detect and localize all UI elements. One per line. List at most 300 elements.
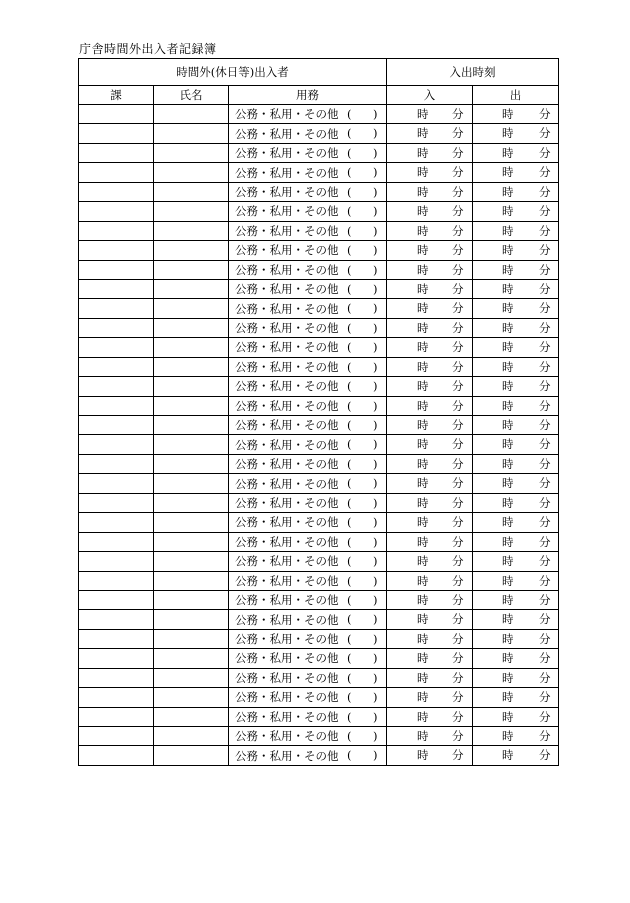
section-cell[interactable]	[79, 590, 154, 609]
purpose-options: 公務・私用・その他	[235, 204, 339, 219]
out-time-cell[interactable]	[473, 143, 559, 162]
purpose-cell[interactable]	[229, 357, 387, 376]
out-time-cell[interactable]	[473, 688, 559, 707]
purpose-cell[interactable]	[229, 241, 387, 260]
hour-label: 時	[417, 379, 429, 394]
minute-label: 分	[452, 398, 464, 413]
minute-label: 分	[452, 145, 464, 160]
hour-label: 時	[417, 554, 429, 569]
purpose-options: 公務・私用・その他	[235, 612, 339, 627]
section-cell[interactable]	[79, 318, 154, 337]
name-cell[interactable]	[154, 143, 229, 162]
purpose-cell[interactable]	[229, 610, 387, 629]
name-cell[interactable]	[154, 202, 229, 221]
name-cell[interactable]	[154, 688, 229, 707]
hour-label: 時	[502, 184, 514, 199]
out-time-cell[interactable]	[473, 260, 559, 279]
purpose-cell[interactable]	[229, 454, 387, 473]
paren-close: )	[373, 709, 378, 724]
purpose-cell[interactable]	[229, 221, 387, 240]
section-cell[interactable]	[79, 532, 154, 551]
minute-label: 分	[452, 690, 464, 705]
table-row	[79, 571, 559, 590]
minute-label: 分	[539, 690, 551, 705]
hour-label: 時	[502, 320, 514, 335]
hour-label: 時	[417, 709, 429, 724]
in-time-cell[interactable]	[387, 143, 473, 162]
in-time-cell[interactable]	[387, 221, 473, 240]
in-time-cell[interactable]	[387, 182, 473, 201]
section-cell[interactable]	[79, 338, 154, 357]
paren-open: (	[347, 418, 352, 432]
name-cell[interactable]	[154, 707, 229, 726]
name-cell[interactable]	[154, 649, 229, 668]
name-cell[interactable]	[154, 318, 229, 337]
out-time-cell[interactable]	[473, 435, 559, 454]
minute-label: 分	[452, 262, 464, 277]
header-in: 入	[387, 86, 473, 105]
out-time-cell[interactable]	[473, 299, 559, 318]
purpose-options: 公務・私用・その他	[235, 282, 339, 297]
purpose-cell[interactable]	[229, 552, 387, 571]
paren-close: )	[373, 359, 378, 374]
in-time-cell[interactable]	[387, 377, 473, 396]
minute-label: 分	[539, 126, 551, 141]
purpose-options: 公務・私用・その他	[235, 729, 339, 744]
hour-label: 時	[417, 320, 429, 335]
purpose-cell[interactable]	[229, 377, 387, 396]
name-cell[interactable]	[154, 746, 229, 765]
paren-open: (	[347, 631, 352, 646]
purpose-cell[interactable]	[229, 668, 387, 687]
minute-label: 分	[539, 554, 551, 569]
hour-label: 時	[502, 340, 514, 355]
hour-label: 時	[417, 126, 429, 141]
minute-label: 分	[452, 573, 464, 588]
paren-close: )	[373, 476, 378, 491]
paren-close: )	[373, 262, 378, 277]
in-time-cell[interactable]	[387, 202, 473, 221]
name-cell[interactable]	[154, 493, 229, 512]
out-time-cell[interactable]	[473, 474, 559, 493]
purpose-cell[interactable]	[229, 474, 387, 493]
hour-label: 時	[417, 456, 429, 471]
name-cell[interactable]	[154, 629, 229, 648]
header-section: 課	[79, 86, 154, 105]
header-out: 出	[473, 86, 559, 105]
purpose-cell[interactable]	[229, 571, 387, 590]
in-time-cell[interactable]	[387, 435, 473, 454]
section-cell[interactable]	[79, 202, 154, 221]
hour-label: 時	[502, 165, 514, 180]
group-header-row	[79, 59, 559, 86]
hour-label: 時	[417, 651, 429, 666]
purpose-options: 公務・私用・その他	[235, 126, 339, 141]
purpose-cell[interactable]	[229, 202, 387, 221]
name-cell[interactable]	[154, 241, 229, 260]
minute-label: 分	[452, 184, 464, 199]
purpose-cell[interactable]	[229, 299, 387, 318]
hour-label: 時	[417, 184, 429, 199]
name-cell[interactable]	[154, 396, 229, 415]
out-time-cell[interactable]	[473, 279, 559, 298]
purpose-cell[interactable]	[229, 318, 387, 337]
purpose-cell[interactable]	[229, 260, 387, 279]
out-time-cell[interactable]	[473, 163, 559, 182]
out-time-cell[interactable]	[473, 357, 559, 376]
minute-label: 分	[539, 281, 551, 296]
purpose-options: 公務・私用・その他	[235, 301, 339, 316]
minute-label: 分	[539, 651, 551, 666]
in-time-cell[interactable]	[387, 124, 473, 143]
minute-label: 分	[452, 476, 464, 491]
hour-label: 時	[417, 729, 429, 743]
section-cell[interactable]	[79, 124, 154, 143]
hour-label: 時	[417, 418, 429, 432]
hour-label: 時	[502, 554, 514, 569]
out-time-cell[interactable]	[473, 552, 559, 571]
name-cell[interactable]	[154, 532, 229, 551]
hour-label: 時	[502, 126, 514, 141]
minute-label: 分	[539, 495, 551, 510]
minute-label: 分	[539, 729, 551, 743]
in-time-cell[interactable]	[387, 590, 473, 609]
paren-open: (	[347, 554, 352, 569]
name-cell[interactable]	[154, 590, 229, 609]
out-time-cell[interactable]	[473, 377, 559, 396]
out-time-cell[interactable]	[473, 746, 559, 765]
section-cell[interactable]	[79, 629, 154, 648]
purpose-cell[interactable]	[229, 182, 387, 201]
in-time-cell[interactable]	[387, 241, 473, 260]
minute-label: 分	[539, 670, 551, 685]
purpose-cell[interactable]	[229, 513, 387, 532]
table-row	[79, 610, 559, 629]
section-cell[interactable]	[79, 357, 154, 376]
section-cell[interactable]	[79, 513, 154, 532]
paren-close: )	[373, 573, 378, 588]
minute-label: 分	[539, 534, 551, 549]
in-time-cell[interactable]	[387, 454, 473, 473]
purpose-options: 公務・私用・その他	[235, 748, 339, 763]
out-time-cell[interactable]	[473, 221, 559, 240]
table-row	[79, 338, 559, 357]
minute-label: 分	[539, 573, 551, 588]
in-time-cell[interactable]	[387, 493, 473, 512]
paren-open: (	[347, 456, 352, 471]
out-time-cell[interactable]	[473, 124, 559, 143]
minute-label: 分	[452, 554, 464, 569]
hour-label: 時	[502, 748, 514, 763]
in-time-cell[interactable]	[387, 318, 473, 337]
table-row	[79, 668, 559, 687]
name-cell[interactable]	[154, 279, 229, 298]
in-time-cell[interactable]	[387, 649, 473, 668]
in-time-cell[interactable]	[387, 357, 473, 376]
section-cell[interactable]	[79, 668, 154, 687]
section-cell[interactable]	[79, 688, 154, 707]
purpose-cell[interactable]	[229, 707, 387, 726]
in-time-cell[interactable]	[387, 688, 473, 707]
section-cell[interactable]	[79, 571, 154, 590]
purpose-cell[interactable]	[229, 105, 387, 124]
name-cell[interactable]	[154, 416, 229, 435]
table-row	[79, 590, 559, 609]
section-cell[interactable]	[79, 143, 154, 162]
hour-label: 時	[417, 631, 429, 646]
paren-open: (	[347, 476, 352, 491]
out-time-cell[interactable]	[473, 416, 559, 435]
minute-label: 分	[452, 204, 464, 219]
name-cell[interactable]	[154, 260, 229, 279]
section-cell[interactable]	[79, 727, 154, 746]
purpose-cell[interactable]	[229, 688, 387, 707]
minute-label: 分	[539, 709, 551, 724]
section-cell[interactable]	[79, 454, 154, 473]
paren-open: (	[347, 592, 352, 607]
name-cell[interactable]	[154, 221, 229, 240]
section-cell[interactable]	[79, 105, 154, 124]
in-time-cell[interactable]	[387, 474, 473, 493]
section-cell[interactable]	[79, 435, 154, 454]
purpose-cell[interactable]	[229, 629, 387, 648]
name-cell[interactable]	[154, 727, 229, 746]
purpose-cell[interactable]	[229, 727, 387, 746]
out-time-cell[interactable]	[473, 182, 559, 201]
out-time-cell[interactable]	[473, 649, 559, 668]
in-time-cell[interactable]	[387, 105, 473, 124]
table-row	[79, 746, 559, 765]
in-time-cell[interactable]	[387, 513, 473, 532]
in-time-cell[interactable]	[387, 746, 473, 765]
in-time-cell[interactable]	[387, 727, 473, 746]
header-persons: 時間外(休日等)出入者	[79, 59, 387, 86]
name-cell[interactable]	[154, 163, 229, 182]
name-cell[interactable]	[154, 571, 229, 590]
paren-open: (	[347, 340, 352, 355]
name-cell[interactable]	[154, 182, 229, 201]
table-row	[79, 727, 559, 746]
out-time-cell[interactable]	[473, 610, 559, 629]
name-cell[interactable]	[154, 377, 229, 396]
paren-open: (	[347, 437, 352, 452]
purpose-cell[interactable]	[229, 396, 387, 415]
name-cell[interactable]	[154, 513, 229, 532]
name-cell[interactable]	[154, 357, 229, 376]
table-row	[79, 202, 559, 221]
hour-label: 時	[502, 359, 514, 374]
minute-label: 分	[452, 281, 464, 296]
table-row	[79, 435, 559, 454]
minute-label: 分	[452, 631, 464, 646]
hour-label: 時	[502, 476, 514, 491]
entry-log-table	[78, 58, 559, 766]
hour-label: 時	[417, 690, 429, 705]
hour-label: 時	[502, 418, 514, 432]
paren-close: )	[373, 515, 378, 530]
paren-close: )	[373, 534, 378, 549]
out-time-cell[interactable]	[473, 241, 559, 260]
minute-label: 分	[539, 184, 551, 199]
purpose-cell[interactable]	[229, 279, 387, 298]
purpose-options: 公務・私用・その他	[235, 107, 339, 122]
in-time-cell[interactable]	[387, 416, 473, 435]
purpose-cell[interactable]	[229, 143, 387, 162]
section-cell[interactable]	[79, 746, 154, 765]
name-cell[interactable]	[154, 124, 229, 143]
section-cell[interactable]	[79, 163, 154, 182]
minute-label: 分	[539, 262, 551, 277]
table-body	[79, 105, 559, 766]
minute-label: 分	[539, 398, 551, 413]
paren-open: (	[347, 670, 352, 685]
in-time-cell[interactable]	[387, 279, 473, 298]
out-time-cell[interactable]	[473, 590, 559, 609]
minute-label: 分	[452, 709, 464, 724]
in-time-cell[interactable]	[387, 299, 473, 318]
purpose-options: 公務・私用・その他	[235, 593, 339, 608]
minute-label: 分	[539, 379, 551, 394]
out-time-cell[interactable]	[473, 571, 559, 590]
paren-open: (	[347, 281, 352, 296]
name-cell[interactable]	[154, 105, 229, 124]
in-time-cell[interactable]	[387, 707, 473, 726]
in-time-cell[interactable]	[387, 629, 473, 648]
minute-label: 分	[539, 107, 551, 121]
hour-label: 時	[502, 107, 514, 121]
name-cell[interactable]	[154, 668, 229, 687]
out-time-cell[interactable]	[473, 202, 559, 221]
purpose-cell[interactable]	[229, 532, 387, 551]
paren-open: (	[347, 534, 352, 549]
hour-label: 時	[417, 437, 429, 452]
section-cell[interactable]	[79, 182, 154, 201]
purpose-cell[interactable]	[229, 124, 387, 143]
section-cell[interactable]	[79, 649, 154, 668]
out-time-cell[interactable]	[473, 629, 559, 648]
purpose-cell[interactable]	[229, 590, 387, 609]
table-row	[79, 454, 559, 473]
in-time-cell[interactable]	[387, 532, 473, 551]
paren-open: (	[347, 243, 352, 258]
purpose-options: 公務・私用・その他	[235, 632, 339, 647]
hour-label: 時	[417, 670, 429, 685]
paren-open: (	[347, 729, 352, 743]
minute-label: 分	[539, 592, 551, 607]
out-time-cell[interactable]	[473, 707, 559, 726]
table-row	[79, 396, 559, 415]
hour-label: 時	[417, 476, 429, 491]
hour-label: 時	[417, 243, 429, 258]
in-time-cell[interactable]	[387, 338, 473, 357]
section-cell[interactable]	[79, 260, 154, 279]
purpose-cell[interactable]	[229, 649, 387, 668]
paren-close: )	[373, 204, 378, 219]
hour-label: 時	[417, 301, 429, 316]
purpose-options: 公務・私用・その他	[235, 398, 339, 413]
section-cell[interactable]	[79, 299, 154, 318]
out-time-cell[interactable]	[473, 318, 559, 337]
hour-label: 時	[417, 165, 429, 180]
out-time-cell[interactable]	[473, 727, 559, 746]
in-time-cell[interactable]	[387, 571, 473, 590]
minute-label: 分	[539, 476, 551, 491]
purpose-cell[interactable]	[229, 493, 387, 512]
paren-open: (	[347, 709, 352, 724]
out-time-cell[interactable]	[473, 513, 559, 532]
purpose-cell[interactable]	[229, 163, 387, 182]
section-cell[interactable]	[79, 396, 154, 415]
out-time-cell[interactable]	[473, 532, 559, 551]
name-cell[interactable]	[154, 610, 229, 629]
name-cell[interactable]	[154, 338, 229, 357]
minute-label: 分	[452, 243, 464, 258]
table-row	[79, 629, 559, 648]
hour-label: 時	[417, 534, 429, 549]
section-cell[interactable]	[79, 279, 154, 298]
table-row	[79, 105, 559, 124]
name-cell[interactable]	[154, 552, 229, 571]
paren-open: (	[347, 495, 352, 510]
paren-close: )	[373, 418, 378, 432]
in-time-cell[interactable]	[387, 668, 473, 687]
name-cell[interactable]	[154, 454, 229, 473]
name-cell[interactable]	[154, 435, 229, 454]
purpose-cell[interactable]	[229, 435, 387, 454]
in-time-cell[interactable]	[387, 260, 473, 279]
hour-label: 時	[502, 612, 514, 627]
minute-label: 分	[539, 243, 551, 258]
section-cell[interactable]	[79, 707, 154, 726]
out-time-cell[interactable]	[473, 668, 559, 687]
minute-label: 分	[452, 670, 464, 685]
out-time-cell[interactable]	[473, 105, 559, 124]
purpose-cell[interactable]	[229, 746, 387, 765]
section-cell[interactable]	[79, 610, 154, 629]
paren-open: (	[347, 515, 352, 530]
in-time-cell[interactable]	[387, 552, 473, 571]
section-cell[interactable]	[79, 552, 154, 571]
name-cell[interactable]	[154, 299, 229, 318]
document-title: 庁舎時間外出入者記録簿	[79, 42, 217, 56]
name-cell[interactable]	[154, 474, 229, 493]
paren-close: )	[373, 495, 378, 510]
section-cell[interactable]	[79, 377, 154, 396]
out-time-cell[interactable]	[473, 338, 559, 357]
purpose-cell[interactable]	[229, 416, 387, 435]
in-time-cell[interactable]	[387, 396, 473, 415]
purpose-cell[interactable]	[229, 338, 387, 357]
hour-label: 時	[502, 534, 514, 549]
section-cell[interactable]	[79, 241, 154, 260]
purpose-options: 公務・私用・その他	[235, 457, 339, 472]
paren-open: (	[347, 184, 352, 199]
paren-close: )	[373, 165, 378, 180]
out-time-cell[interactable]	[473, 493, 559, 512]
in-time-cell[interactable]	[387, 610, 473, 629]
purpose-options: 公務・私用・その他	[235, 515, 339, 530]
minute-label: 分	[539, 612, 551, 627]
out-time-cell[interactable]	[473, 454, 559, 473]
table-row	[79, 377, 559, 396]
hour-label: 時	[502, 262, 514, 277]
section-cell[interactable]	[79, 416, 154, 435]
section-cell[interactable]	[79, 493, 154, 512]
section-cell[interactable]	[79, 474, 154, 493]
out-time-cell[interactable]	[473, 396, 559, 415]
in-time-cell[interactable]	[387, 163, 473, 182]
section-cell[interactable]	[79, 221, 154, 240]
